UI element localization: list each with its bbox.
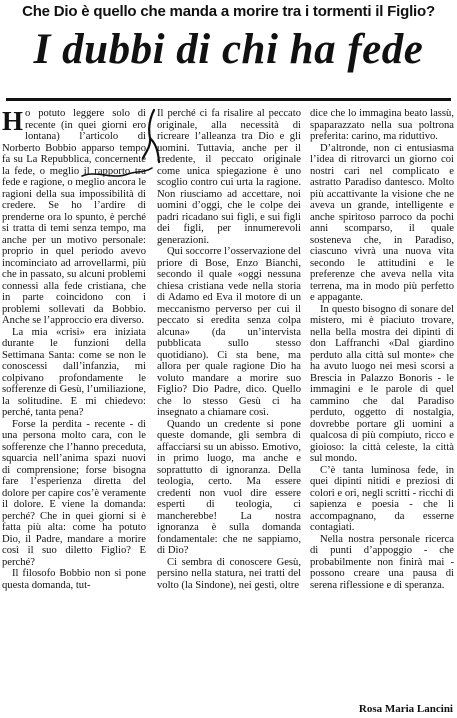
- paragraph-text: Forse la perdita - recente - di una persona molto cara, con le sofferenze che l’hanno preceduta, squarcia nell’anima spazi nuovi di comprensione; forse bisogna fare l’esperienza diretta del dolore per capire cos’è veramente il dolore. E viene la domanda: perché? Che in quei giorni si è fatta più alta: come ha potuto Dio, il Padre, mandare a morire così il suo diletto Figlio? E perché?: [2, 418, 146, 568]
- paragraph-text: D’altronde, non ci entusiasma l’idea di ritrovarci un giorno coi nostri cari nel complicato e astratto Paradiso dantesco. Molto più accattivante la visione che ne aveva un grande, intelligente e anche spiritoso parroco da pochi anni scomparso, il quale sosteneva che, in Paradiso, ciascuno vivrà una nuova vita secondo le attitudini e le preferenze che aveva nella vita terrena, ma in modo più perfetto e appagante.: [310, 142, 454, 303]
- paragraph: [157, 108, 301, 246]
- paragraph: [310, 108, 454, 143]
- drop-cap: H: [2, 106, 24, 136]
- paragraph-text: In questo bisogno di sonare del mistero, mi è piaciuto trovare, nella bella mostra dei dipinti di don Laffranchi «Dal giardino perduto alla città sul monte» che ha avuto luogo nei mesi scorsi a Brescia in Palazzo Bonoris - le immagini e le parole di quel cammino che dal Paradiso perduto, oggetto di nostalgia, dovrebbe portare gli uomini a qualcosa di più compiuto, ricco e gioioso: la città celeste, la città sul mondo.: [310, 303, 454, 464]
- paragraph: [157, 557, 301, 592]
- paragraph-text: o potuto leggere solo di recente (in quei giorni ero lontana) l’articolo di Norberto Bobbio apparso tempo fa su La Repubblica, concernente la fede, o meglio il rapporto tra fede e ragione, o meglio ancora le ragioni della sua impossibilità di credere. Se ho l’ardire di prenderne ora lo spunto, è perché si tratta di temi senza tempo, ma anche per un motivo personale: proprio in quel periodo avevo incominciato ad arrovellarmi, più che in passato, su alcuni problemi connessi alla fede cristiana, che in parte coincidono con i problemi sollevati da Bobbio. Anche se l’approccio era diverso.: [2, 108, 146, 326]
- author-signature: Rosa Maria Lancini: [358, 703, 453, 715]
- column-2: [157, 108, 301, 591]
- column-3: [310, 108, 454, 591]
- paragraph: [310, 143, 454, 304]
- paragraph: [2, 568, 146, 591]
- paragraph: [157, 419, 301, 557]
- paragraph: [310, 534, 454, 592]
- handwritten-underline-mark: [78, 162, 158, 192]
- paragraph: [2, 419, 146, 569]
- paragraph: [2, 108, 146, 327]
- headline: I dubbi di chi ha fede: [33, 26, 424, 73]
- paragraph-text: Il filosofo Bobbio non si pone questa domanda, tut-: [2, 568, 146, 591]
- paragraph-text: dice che lo immagina beato lassù, spaparazzato nella sua poltrona preferita: carino, ma riduttivo.: [310, 108, 454, 142]
- paragraph-text: Qui soccorre l’osservazione del priore di Bose, Enzo Bianchi, secondo il quale «oggi nessuna chiesa cristiana vede nella storia di Adamo ed Eva il motore di un meccanismo perverso per cui il peccato si eredita senza colpa alcuna» (da un’intervista pubblicata sullo stesso quotidiano). Ci sta bene, ma allora per quale ragione Dio ha voluto mandare a morire suo Figlio? Dio Padre, dico. Quello che lo stesso Gesù ci ha insegnato a chiamare così.: [157, 246, 301, 418]
- kicker: Che Dio è quello che manda a morire tra i tormenti il Figlio?: [22, 3, 435, 20]
- paragraph-text: La mia «crisi» era iniziata durante le funzioni della Settimana Santa: come se non le conoscessi dall’infanzia, mi colpivano profondamente le sofferenze di Gesù, l’umiliazione, la solitudine. E mi chiedevo: perché, tanta pena?: [2, 326, 146, 418]
- paragraph: [2, 327, 146, 419]
- paragraph-text: Nella nostra personale ricerca di punti d’appoggio - che probabilmente non finirà mai - possono creare una pausa di serena riflessione e di speranza.: [310, 533, 454, 591]
- paragraph: [310, 304, 454, 465]
- handwritten-bracket-mark: [140, 108, 162, 166]
- paragraph-text: C’è tanta luminosa fede, in quei dipinti nitidi e preziosi di colori e ori, negli scritti - ricchi di sapienza e poesia - che li accompagnano, da esserne contagiati.: [310, 464, 454, 533]
- paragraph-text: Quando un credente si pone queste domande, gli sembra di affacciarsi su un abisso. Emotivo, in primo luogo, ma anche e soprattutto di ignoranza. Della teologia, certo. Ma essere credenti non vuol dire essere esperti di teologia, ci mancherebbe! La nostra ignoranza è sulla domanda fondamentale: che ne sappiamo, di Dio?: [157, 418, 301, 556]
- paragraph-text: Ci sembra di conoscere Gesù, persino nella statura, nei tratti del volto (la Sindone), nei gesti, oltre: [157, 556, 301, 591]
- paragraph: [157, 246, 301, 419]
- paragraph-text: Il perché ci fa risalire al peccato originale, alla necessità di ricreare l’alleanza tra Dio e gli uomini. Tuttavia, anche per il credente, il peccato originale come unica spiegazione è uno scoglio contro cui urta la ragione. Non riusciamo ad accettare, noi uomini d’oggi, che le colpe dei padri ricadano sui figli, e sui figli dei figli, per innumerevoli generazioni.: [157, 108, 301, 246]
- paragraph: [310, 465, 454, 534]
- headline-rule: [6, 98, 451, 101]
